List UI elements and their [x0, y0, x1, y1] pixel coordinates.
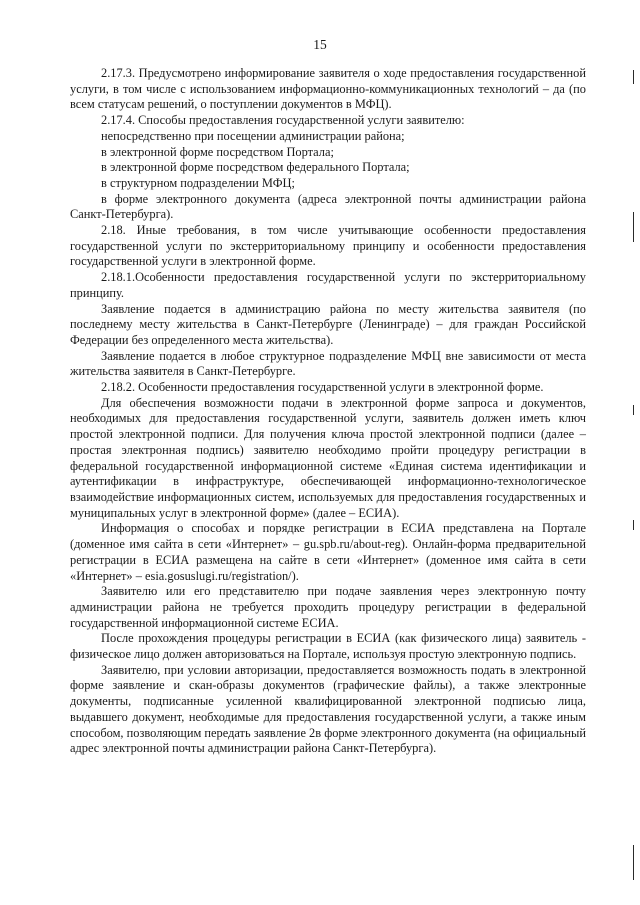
- scan-edge-mark: [633, 405, 635, 415]
- scan-edge-mark: [633, 845, 635, 880]
- list-item-mfc: в структурном подразделении МФЦ;: [101, 175, 295, 190]
- list-item-portal: в электронной форме посредством Портала;: [101, 144, 334, 159]
- paragraph-2-17-3: 2.17.3. Предусмотрено информирование заявителя о ходе предоставления государственной услуги, в том числе с использованием информационно-коммуникационных технологий – да (по всем статусам решений, о поступлении документов в МФЦ).: [70, 66, 586, 112]
- paragraph-2-17-4: 2.17.4. Способы предоставления государственной услуги заявителю:: [101, 113, 465, 128]
- list-item-visit: непосредственно при посещении администрации района;: [101, 128, 405, 143]
- paragraph-residence: Заявление подается в администрацию района по месту жительства заявителя (по последнему месту жительства в Санкт-Петербурге (Ленинграде) – для граждан Российской Федерации без определенного места жительства).: [70, 301, 586, 347]
- paragraph-mfc-any: Заявление подается в любое структурное подразделение МФЦ вне зависимости от места жительства заявителя в Санкт-Петербурге.: [70, 348, 586, 379]
- paragraph-authorization: Заявителю, при условии авторизации, предоставляется возможность подать в электронной форме заявление и скан-образы документов (графические файлы), а также электронные документы, подписанные усиленной квалифицированной электронной подписью лица, выдавшего документ, необходимые для предоставления государственной услуги, а также иным способом, позволяющим передать заявление 2в форме электронного документа (на официальный адрес электронной почты администрации района Санкт-Петербурга).: [70, 662, 586, 756]
- list-item-federal-portal: в электронной форме посредством федерального Портала;: [101, 160, 410, 175]
- document-body: [70, 66, 586, 757]
- paragraph-2-18-1: 2.18.1.Особенности предоставления государственной услуги по экстерриториальному принципу.: [70, 270, 586, 300]
- paragraph-esia-info: Информация о способах и порядке регистрации в ЕСИА представлена на Портале (доменное имя сайта в сети «Интернет» – gu.spb.ru/about-reg). Онлайн-форма предварительной регистрации в ЕСИА размещена на сайте в сети «Интернет» (доменное имя сайта в сети «Интернет» – esia.gosuslugi.ru/registration/).: [70, 521, 586, 583]
- paragraph-after-registration: После прохождения процедуры регистрации в ЕСИА (как физического лица) заявитель - физическое лицо должен авторизоваться на Портале, используя простую электронную подпись.: [70, 631, 586, 662]
- scan-edge-mark: [633, 70, 635, 84]
- scan-edge-mark: [633, 520, 635, 530]
- scan-edge-mark: [633, 212, 635, 242]
- page-number: 15: [313, 37, 327, 52]
- paragraph-esia-signature: Для обеспечения возможности подачи в электронной форме запроса и документов, необходимых для предоставления государственной услуги, заявитель должен иметь ключ простой электронной подписи. Для получения ключа простой электронной подписи (далее – простая электронная подпись) заявителю необходимо пройти процедуру регистрации в федеральной государственной информационной системе «Единая система идентификации и аутентификации в инфраструктуре, обеспечивающей информационно-технологическое взаимодействие информационных систем, используемых для предоставления государственных и муниципальных услуг в электронной форме» (далее – ЕСИА).: [70, 395, 586, 520]
- list-item-email: в форме электронного документа (адреса электронной почты администрации района Санкт-Петербурга).: [70, 191, 586, 222]
- paragraph-2-18: 2.18. Иные требования, в том числе учитывающие особенности предоставления государственной услуги по экстерриториальному принципу и особенности предоставления государственной услуги в электронной форме.: [70, 223, 586, 269]
- paragraph-2-18-2: 2.18.2. Особенности предоставления государственной услуги в электронной форме.: [101, 380, 544, 395]
- paragraph-email-no-registration: Заявителю или его представителю при подаче заявления через электронную почту администрации района не требуется проходить процедуру регистрации в федеральной государственной информационной системе ЕСИА.: [70, 584, 586, 630]
